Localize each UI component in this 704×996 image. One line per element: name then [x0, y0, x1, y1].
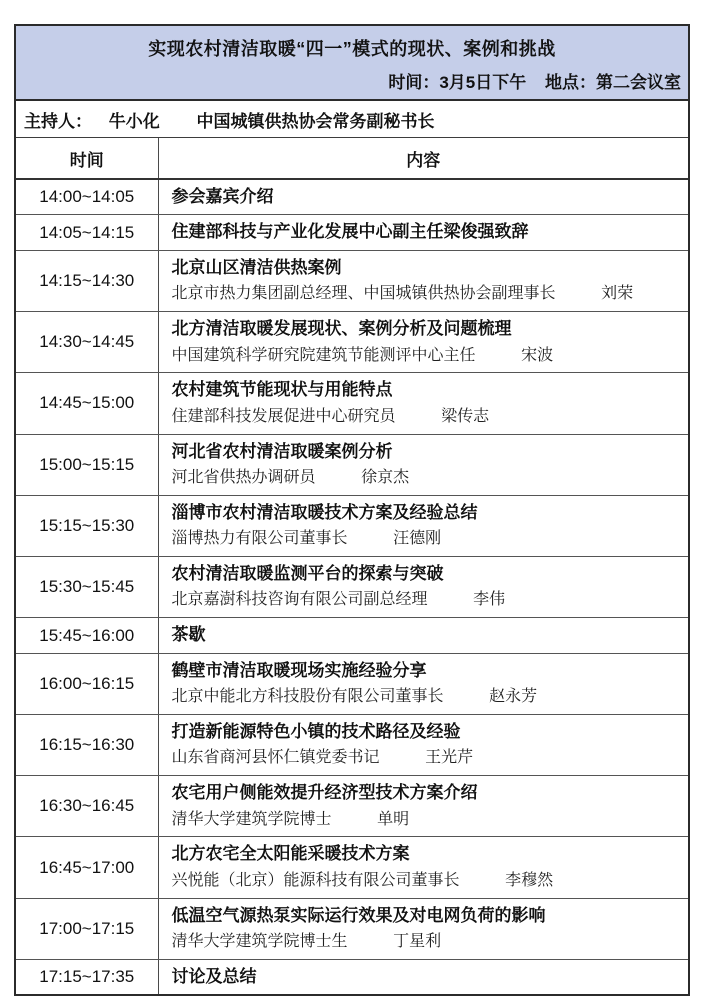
time-cell: 15:45~16:00 — [16, 618, 158, 653]
time-cell: 16:30~16:45 — [16, 776, 158, 837]
time-cell: 14:30~14:45 — [16, 312, 158, 373]
time-cell: 15:30~15:45 — [16, 557, 158, 618]
topic-line: 农村建筑节能现状与用能特点 — [171, 380, 393, 400]
speaker-line — [172, 346, 679, 367]
speaker-line — [172, 407, 679, 428]
agenda-row — [16, 959, 688, 994]
speaker-title: 北京嘉澍科技咨询有限公司副总经理 — [171, 591, 428, 609]
time-cell: 16:15~16:30 — [16, 714, 158, 775]
topic-line: 打造新能源特色小镇的技术路径及经验 — [171, 721, 461, 741]
agenda-row — [16, 837, 688, 898]
speaker-name: 丁星利 — [393, 933, 442, 951]
session-time-location — [20, 68, 684, 93]
speaker-title: 淄博热力有限公司董事长 — [171, 530, 348, 548]
time-cell: 16:00~16:15 — [16, 653, 158, 714]
speaker-title: 住建部科技发展促进中心研究员 — [171, 407, 396, 425]
time-cell: 15:15~15:30 — [16, 495, 158, 556]
topic-line: 农宅用户侧能效提升经济型技术方案介绍 — [171, 783, 478, 803]
topic-line: 住建部科技与产业化发展中心副主任梁俊强致辞 — [171, 222, 529, 242]
speaker-line — [172, 871, 679, 892]
speaker-line — [172, 590, 679, 611]
content-cell — [158, 373, 688, 434]
speaker-title: 清华大学建筑学院博士生 — [171, 933, 348, 951]
session-location: 地点：第二会议室 — [545, 73, 681, 92]
host-title: 中国城镇供热协会常务副秘书长 — [196, 112, 435, 131]
agenda-row — [16, 179, 688, 215]
topic-line: 讨论及总结 — [171, 966, 257, 986]
agenda-row — [16, 557, 688, 618]
content-cell — [158, 618, 688, 653]
time-cell: 17:15~17:35 — [16, 959, 158, 994]
speaker-line — [172, 529, 679, 550]
host-name: 牛小化 — [108, 112, 160, 131]
title-block — [16, 26, 688, 101]
topic-line: 北京山区清洁供热案例 — [171, 257, 342, 277]
column-header-content: 内容 — [158, 138, 688, 179]
time-cell: 14:45~15:00 — [16, 373, 158, 434]
speaker-title: 清华大学建筑学院博士 — [171, 810, 332, 828]
speaker-name: 王光芹 — [425, 749, 474, 767]
content-cell — [158, 215, 688, 250]
topic-line: 低温空气源热泵实际运行效果及对电网负荷的影响 — [171, 905, 546, 925]
content-cell — [158, 898, 688, 959]
content-cell — [158, 959, 688, 994]
speaker-title: 北京中能北方科技股份有限公司董事长 — [171, 688, 444, 706]
time-cell: 16:45~17:00 — [16, 837, 158, 898]
agenda-row — [16, 618, 688, 653]
time-cell: 14:00~14:05 — [16, 179, 158, 215]
session-title: 实现农村清洁取暖“四一”模式的现状、案例和挑战 — [148, 39, 556, 59]
content-cell — [158, 837, 688, 898]
topic-line: 河北省农村清洁取暖案例分析 — [171, 441, 393, 461]
speaker-title: 兴悦能（北京）能源科技有限公司董事长 — [171, 871, 460, 889]
content-cell — [158, 179, 688, 215]
speaker-name: 宋波 — [521, 346, 554, 364]
speaker-title: 河北省供热办调研员 — [171, 469, 316, 487]
time-cell: 14:05~14:15 — [16, 215, 158, 250]
agenda-table-body — [16, 179, 688, 994]
column-header-time: 时间 — [16, 138, 158, 179]
time-cell: 17:00~17:15 — [16, 898, 158, 959]
content-cell — [158, 312, 688, 373]
agenda-row — [16, 250, 688, 311]
content-cell — [158, 495, 688, 556]
speaker-name: 单明 — [377, 810, 410, 828]
topic-line: 参会嘉宾介绍 — [171, 187, 274, 206]
topic-line: 北方清洁取暖发展现状、案例分析及问题梳理 — [171, 319, 512, 339]
content-cell — [158, 250, 688, 311]
content-cell — [158, 434, 688, 495]
speaker-line — [172, 687, 679, 708]
speaker-name: 李穆然 — [505, 871, 554, 889]
speaker-title: 北京市热力集团副总经理、中国城镇供热协会副理事长 — [171, 285, 556, 303]
content-cell — [158, 557, 688, 618]
host-label: 主持人： — [24, 112, 92, 131]
content-cell — [158, 776, 688, 837]
speaker-line — [172, 810, 679, 831]
agenda-row — [16, 714, 688, 775]
content-cell — [158, 714, 688, 775]
agenda-row — [16, 434, 688, 495]
host-row — [16, 101, 688, 138]
topic-line: 茶歇 — [171, 625, 206, 645]
agenda-row — [16, 495, 688, 556]
speaker-name: 刘荣 — [601, 285, 634, 303]
speaker-name: 徐京杰 — [361, 469, 410, 487]
agenda-sheet — [14, 24, 690, 996]
agenda-row — [16, 312, 688, 373]
speaker-line — [172, 748, 679, 769]
agenda-table-header — [16, 138, 688, 179]
speaker-line — [172, 284, 679, 305]
speaker-title: 中国建筑科学研究院建筑节能测评中心主任 — [171, 346, 476, 364]
speaker-name: 梁传志 — [441, 407, 490, 425]
topic-line: 北方农宅全太阳能采暖技术方案 — [171, 844, 410, 864]
session-time: 时间：3月5日下午 — [388, 73, 527, 92]
agenda-row — [16, 653, 688, 714]
topic-line: 淄博市农村清洁取暖技术方案及经验总结 — [171, 502, 478, 522]
agenda-row — [16, 776, 688, 837]
time-cell: 15:00~15:15 — [16, 434, 158, 495]
agenda-row — [16, 373, 688, 434]
speaker-line — [172, 468, 679, 489]
time-cell: 14:15~14:30 — [16, 250, 158, 311]
speaker-name: 李伟 — [473, 591, 506, 609]
agenda-row — [16, 215, 688, 250]
content-cell — [158, 653, 688, 714]
topic-line: 鹤壁市清洁取暖现场实施经验分享 — [171, 660, 427, 680]
agenda-table — [16, 138, 688, 994]
speaker-line — [172, 932, 679, 953]
speaker-title: 山东省商河县怀仁镇党委书记 — [171, 749, 380, 767]
speaker-name: 汪德刚 — [393, 530, 442, 548]
speaker-name: 赵永芳 — [489, 688, 538, 706]
topic-line: 农村清洁取暖监测平台的探索与突破 — [171, 564, 444, 584]
agenda-row — [16, 898, 688, 959]
